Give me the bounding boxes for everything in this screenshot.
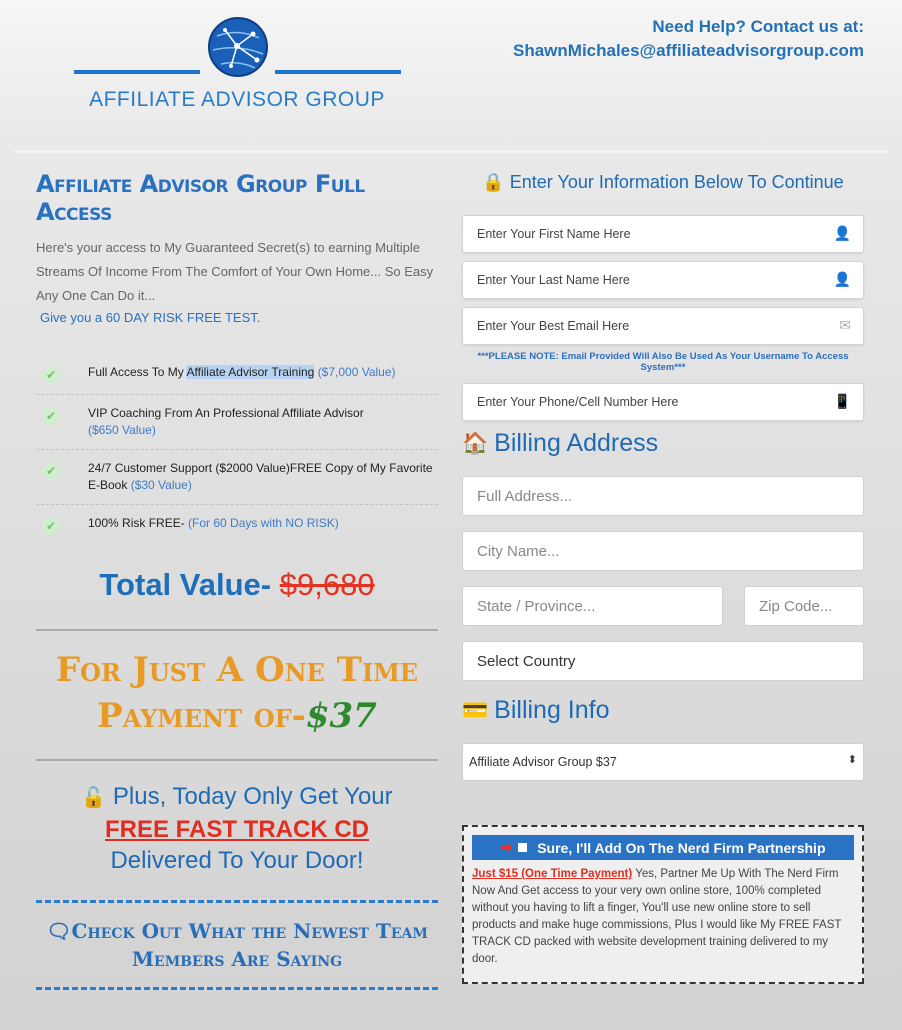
- zip-placeholder: Zip Code...: [759, 598, 833, 615]
- arrow-right-icon: ➡: [500, 839, 513, 855]
- country-selected: Select Country: [477, 653, 576, 670]
- check-icon: ✔: [42, 366, 60, 384]
- benefit-text: 100% Risk FREE- (For 60 Days with NO RISK): [88, 516, 339, 530]
- benefit-value: (For 60 Days with NO RISK): [188, 516, 339, 530]
- offer-title: Affiliate Advisor Group Full Access: [36, 170, 365, 226]
- chat-icon: 🗨: [46, 919, 72, 943]
- logo-line-left: [74, 70, 200, 74]
- check-icon: ✔: [42, 462, 60, 480]
- benefit-text: Full Access To My Affiliate Advisor Training ($7,000 Value): [88, 365, 396, 379]
- order-bump: [462, 825, 864, 984]
- billing-address-title: 🏠 Billing Address: [462, 429, 659, 457]
- total-value: [36, 567, 438, 603]
- bonus-cd: FREE FAST TRACK CD: [105, 816, 369, 843]
- help-line: Need Help? Contact us at:: [652, 17, 864, 36]
- state-zip-row: [462, 586, 864, 641]
- order-bump-deal: Just $15 (One Time Payment): [472, 868, 633, 880]
- unlock-icon: 🔓: [81, 787, 107, 809]
- header: [0, 0, 902, 150]
- help-contact: [513, 15, 864, 63]
- check-icon: ✔: [42, 517, 60, 535]
- list-item: [36, 456, 438, 505]
- phone-placeholder: Enter Your Phone/Cell Number Here: [477, 395, 679, 409]
- price-amount: $37: [305, 696, 377, 736]
- select-arrows-icon: ⬍: [847, 754, 857, 766]
- benefit-text: VIP Coaching From An Professional Affiliate Advisor ($650 Value): [88, 406, 364, 437]
- price-line-2: Payment of-: [97, 696, 306, 736]
- total-amount: $9,680: [279, 567, 375, 602]
- billing-info-title: 💳 Billing Info: [462, 696, 610, 724]
- address-field[interactable]: [462, 476, 864, 516]
- benefit-value: ($30 Value): [130, 478, 192, 492]
- benefit-value: ($7,000 Value): [317, 365, 396, 379]
- logo[interactable]: [52, 12, 432, 122]
- total-label: Total Value-: [99, 567, 272, 602]
- order-bump-checkbox[interactable]: [518, 843, 527, 852]
- offer-column: [36, 170, 438, 990]
- address-placeholder: Full Address...: [477, 488, 573, 505]
- phone-field[interactable]: [462, 383, 864, 421]
- check-icon: ✔: [42, 407, 60, 425]
- bonus-offer: [36, 761, 438, 876]
- logo-text: AFFILIATE ADVISOR GROUP: [89, 88, 385, 111]
- zip-field[interactable]: [744, 586, 864, 626]
- city-field[interactable]: [462, 531, 864, 571]
- testimonials-heading[interactable]: 🗨Check Out What the Newest Team Members Are Saying: [46, 919, 428, 971]
- email-field[interactable]: [462, 307, 864, 345]
- first-name-placeholder: Enter Your First Name Here: [477, 227, 631, 241]
- order-form: [462, 172, 864, 984]
- globe-icon: [207, 16, 269, 78]
- benefit-value: ($650 Value): [88, 423, 156, 437]
- list-item: [36, 360, 438, 395]
- email-placeholder: Enter Your Best Email Here: [477, 319, 630, 333]
- phone-icon: 📱: [833, 393, 851, 409]
- country-select[interactable]: [462, 641, 864, 681]
- product-select[interactable]: [462, 743, 864, 781]
- header-divider: [14, 150, 888, 153]
- dashed-divider: [36, 987, 438, 990]
- state-placeholder: State / Province...: [477, 598, 596, 615]
- home-icon: 🏠: [462, 431, 489, 455]
- city-placeholder: City Name...: [477, 543, 560, 560]
- list-item: [36, 511, 438, 545]
- user-icon: 👤: [833, 271, 851, 287]
- highlighted-text: Affiliate Advisor Training: [186, 365, 315, 379]
- offer-intro: Here's your access to My Guaranteed Secret(s) to earning Multiple Streams Of Income From The Comfort of Your Own Home... So Easy Any One Can Do it...: [36, 240, 434, 303]
- order-bump-header: Sure, I'll Add On The Nerd Firm Partnership: [537, 839, 826, 856]
- first-name-field[interactable]: [462, 215, 864, 253]
- lock-icon: 🔒: [482, 172, 505, 192]
- credit-card-icon: 💳: [462, 698, 489, 722]
- bonus-line-3: Delivered To Your Door!: [110, 847, 364, 874]
- state-field[interactable]: [462, 586, 723, 626]
- price-line-1: For Just A One Time: [55, 650, 419, 690]
- order-bump-description: Just $15 (One Time Payment) Yes, Partner Me Up With The Nerd Firm Now And Get access to your very own online store, 100% completed without you having to lift a finger, You'll use new online store to sell products and make huge commissions, Plus I would like My FREE FAST TRACK CD packed with website development training delivered to my door.: [472, 868, 842, 965]
- logo-line-right: [275, 70, 401, 74]
- benefit-text: 24/7 Customer Support ($2000 Value)FREE Copy of My Favorite E-Book ($30 Value): [88, 461, 433, 492]
- product-selected: Affiliate Advisor Group $37: [469, 755, 617, 769]
- list-item: [36, 401, 438, 450]
- price-offer: [36, 631, 438, 759]
- last-name-placeholder: Enter Your Last Name Here: [477, 273, 630, 287]
- last-name-field[interactable]: [462, 261, 864, 299]
- form-heading: 🔒 Enter Your Information Below To Continue: [482, 172, 844, 192]
- user-icon: 👤: [833, 225, 851, 241]
- order-bump-checkbox-bar[interactable]: [472, 835, 854, 860]
- bonus-line-1: Plus, Today Only Get Your: [112, 783, 393, 810]
- benefits-list: [36, 360, 438, 545]
- risk-free-text: Give you a 60 DAY RISK FREE TEST.: [40, 310, 261, 325]
- help-email-link[interactable]: ShawnMichales@affiliateadvisorgroup.com: [513, 41, 864, 60]
- envelope-icon: ✉: [839, 317, 851, 333]
- email-note: ***PLEASE NOTE: Email Provided Will Also Be Used As Your Username To Access System***: [477, 351, 849, 373]
